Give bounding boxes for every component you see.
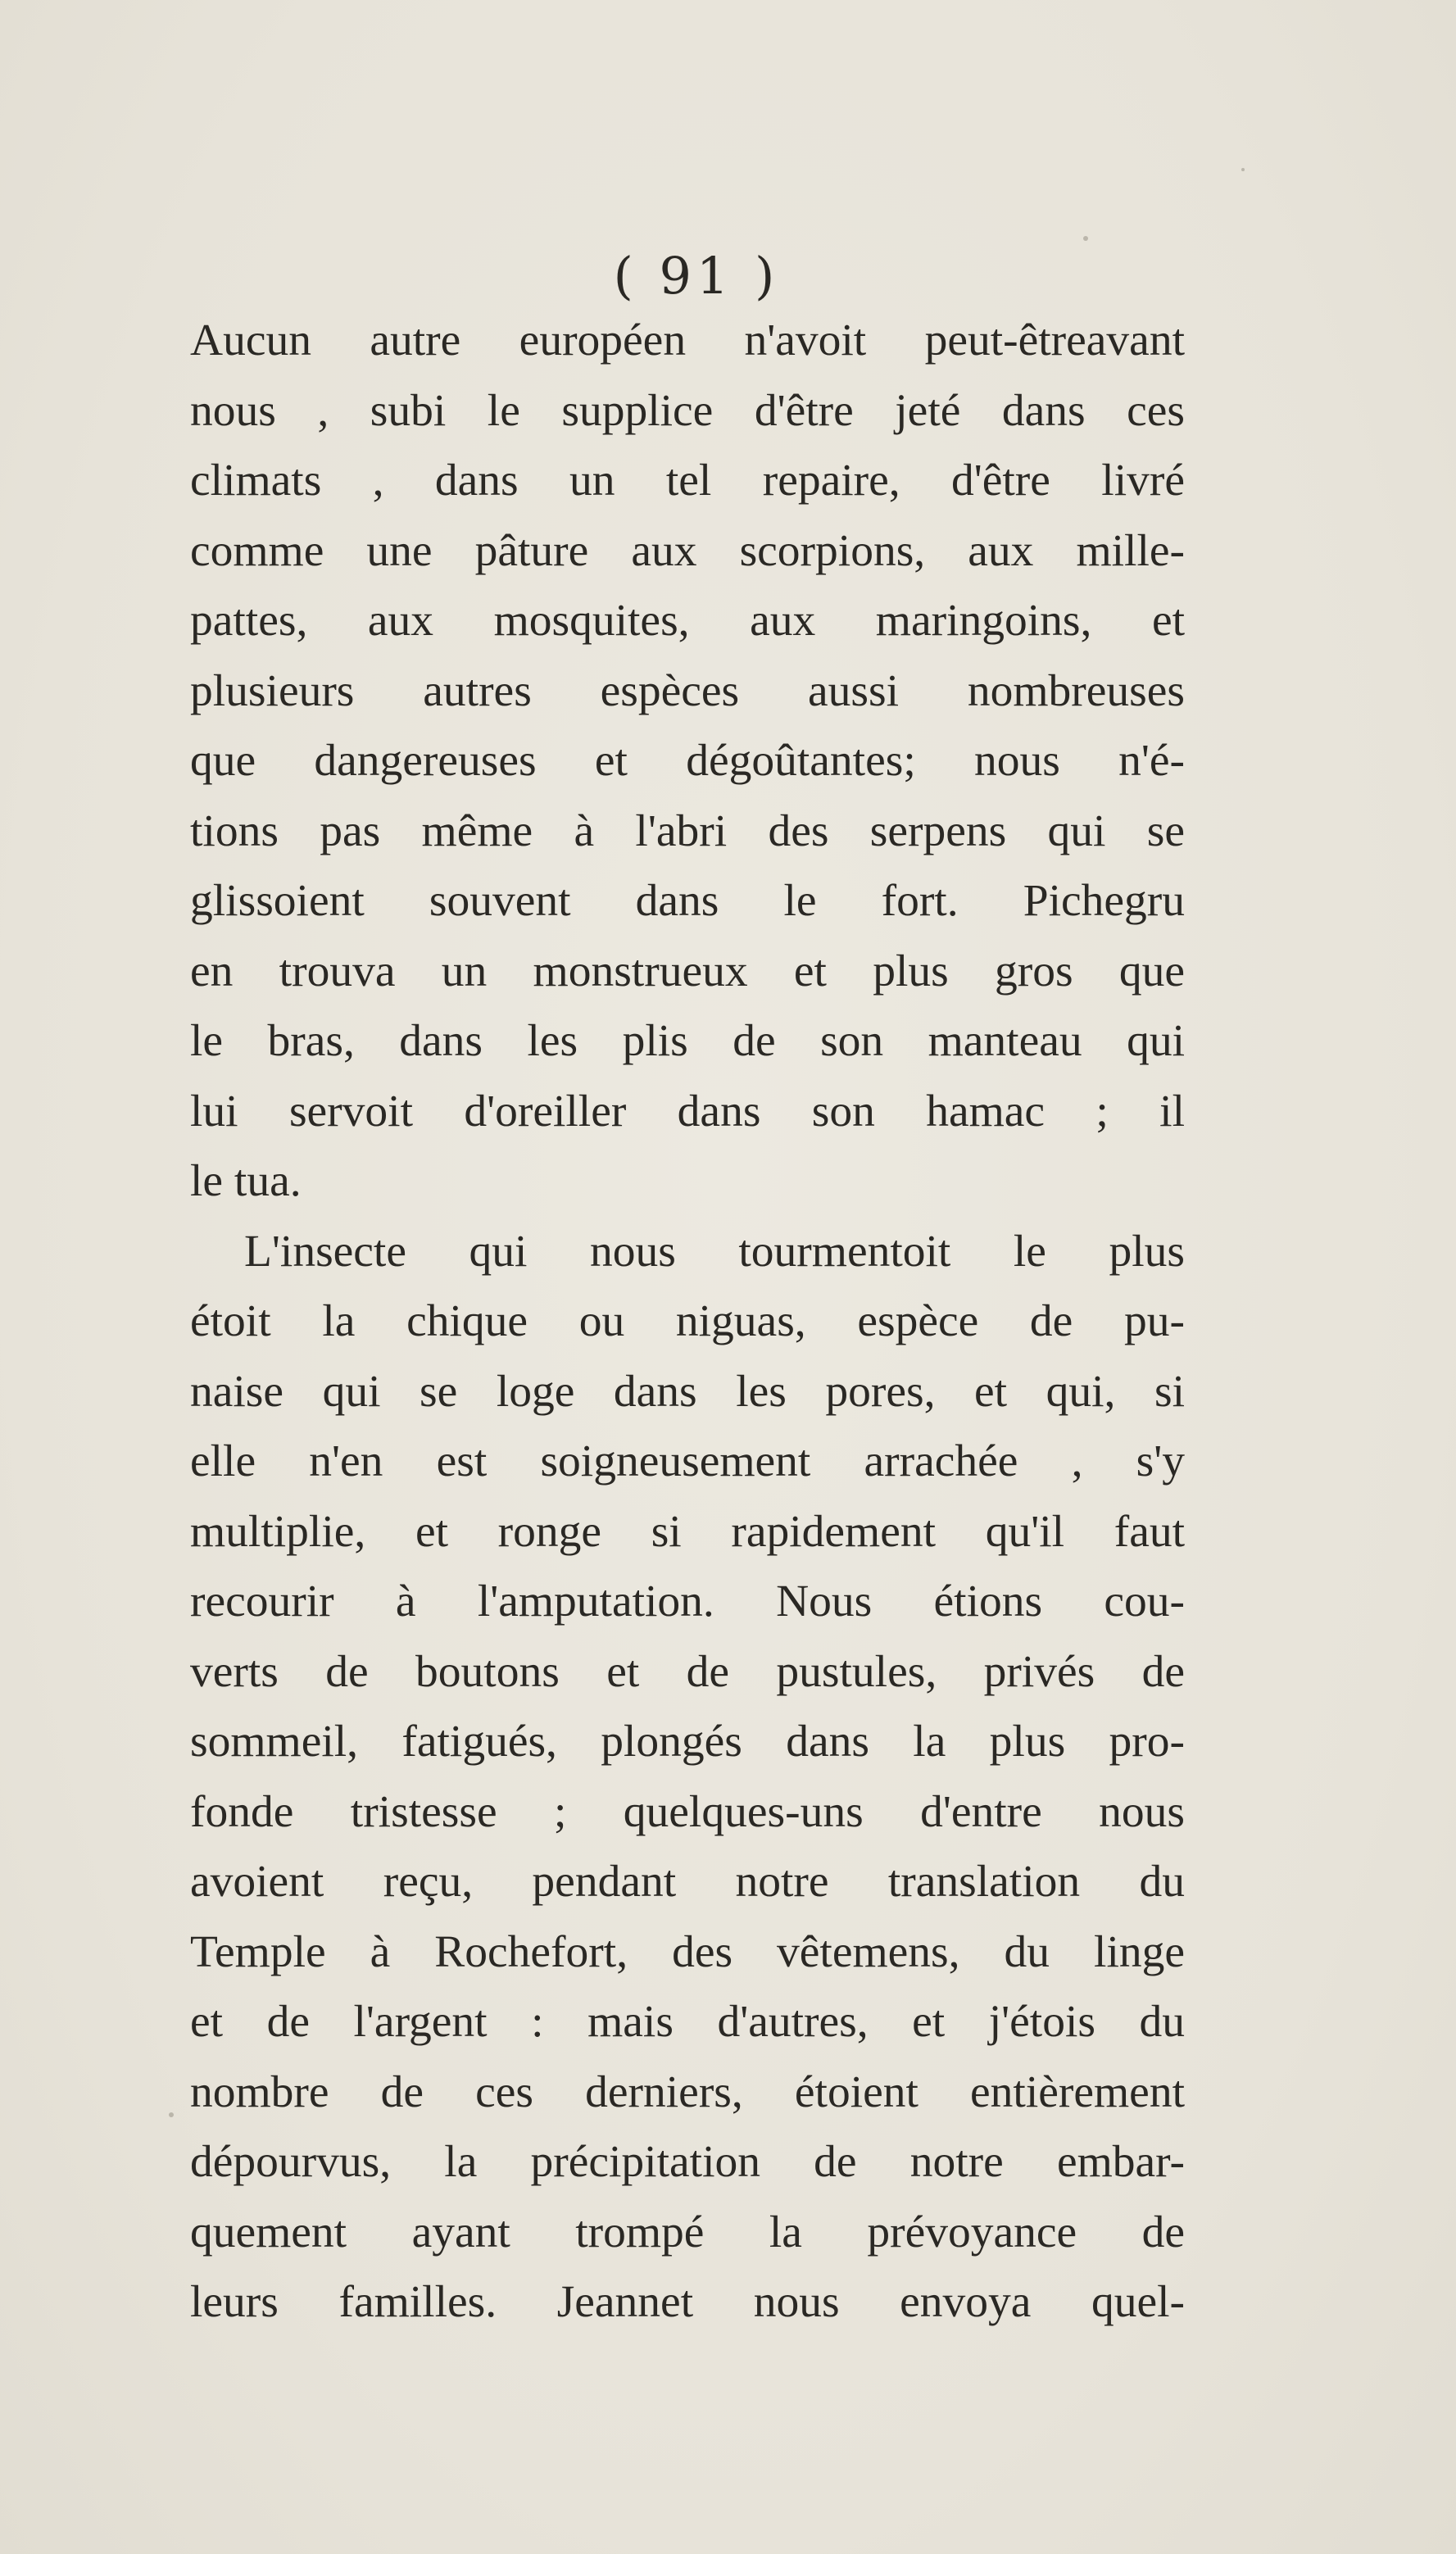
- paper-speck: [169, 2112, 174, 2117]
- text-line: tions pas même à l'abri des serpens qui se: [190, 805, 1185, 856]
- page-number: ( 91 ): [613, 246, 780, 306]
- text-line: et de l'argent : mais d'autres, et j'étois du: [190, 1997, 1185, 2047]
- text-line: quement ayant trompé la prévoyance de: [190, 2207, 1185, 2257]
- text-line: multiplie, et ronge si rapidement qu'il faut: [190, 1506, 1185, 1557]
- text-line: verts de boutons et de pustules, privés de: [190, 1646, 1185, 1697]
- text-line: le bras, dans les plis de son manteau qui: [190, 1016, 1185, 1066]
- text-line: sommeil, fatigués, plongés dans la plus pro-: [190, 1717, 1185, 1767]
- paragraph-2: [190, 1217, 1185, 2338]
- text-line: avoient reçu, pendant notre translation du: [190, 1857, 1185, 1907]
- paper-speck: [1083, 236, 1088, 241]
- text-line: elle n'en est soigneusement arrachée , s'y: [190, 1436, 1185, 1486]
- text-line: glissoient souvent dans le fort. Pichegru: [190, 876, 1185, 926]
- text-line: fonde tristesse ; quelques-uns d'entre nous: [190, 1786, 1185, 1837]
- text-line: étoit la chique ou niguas, espèce de pu-: [190, 1296, 1185, 1346]
- text-line: Temple à Rochefort, des vêtemens, du linge: [190, 1926, 1185, 1977]
- text-line: climats , dans un tel repaire, d'être livré: [190, 456, 1185, 506]
- text-line: recourir à l'amputation. Nous étions cou-: [190, 1576, 1185, 1626]
- text-line: lui servoit d'oreiller dans son hamac ; il: [190, 1086, 1185, 1136]
- text-line: en trouva un monstrueux et plus gros que: [190, 946, 1185, 996]
- text-line: L'insecte qui nous tourmentoit le plus: [244, 1226, 1185, 1277]
- text-line: dépourvus, la précipitation de notre embar-: [190, 2137, 1185, 2187]
- text-line: comme une pâture aux scorpions, aux mille-: [190, 525, 1185, 576]
- text-line: que dangereuses et dégoûtantes; nous n'é-: [190, 736, 1185, 786]
- text-line: naise qui se loge dans les pores, et qui, si: [190, 1366, 1185, 1417]
- text-line: nous , subi le supplice d'être jeté dans ces: [190, 385, 1185, 436]
- text-line: plusieurs autres espèces aussi nombreuses: [190, 665, 1185, 716]
- text-line: Aucun autre européen n'avoit peut-êtreavant: [190, 315, 1185, 365]
- paragraph-1: [190, 306, 1185, 1217]
- body-text: [190, 306, 1185, 2338]
- text-line: pattes, aux mosquites, aux maringoins, et: [190, 596, 1185, 646]
- paper-speck: [1241, 168, 1245, 171]
- text-line: le tua.: [190, 1156, 302, 1206]
- text-line: leurs familles. Jeannet nous envoya quel-: [190, 2277, 1185, 2327]
- text-line: nombre de ces derniers, étoient entièrement: [190, 2066, 1185, 2117]
